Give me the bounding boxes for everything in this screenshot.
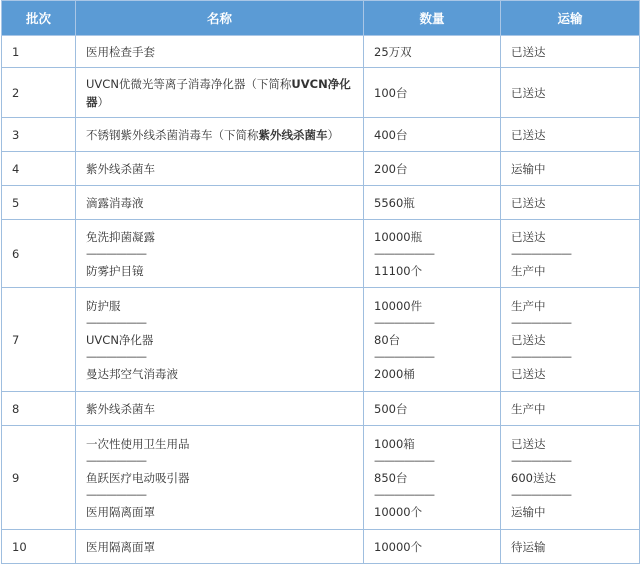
item-separator: —————— (86, 246, 146, 260)
quantity-cell (364, 426, 501, 530)
item-name: 医用检查手套 (86, 44, 155, 59)
batch-cell: 1 (2, 36, 76, 68)
name-cell (76, 152, 364, 186)
item-name: 曼达邦空气消毒液 (86, 366, 178, 381)
quantity-cell (364, 530, 501, 564)
item-status: 已送达 (511, 44, 546, 59)
batch-cell: 9 (2, 426, 76, 530)
quantity-cell (364, 36, 501, 68)
table-header (2, 1, 640, 36)
item-status: 运输中 (511, 504, 546, 519)
item-separator: —————— (511, 315, 571, 329)
name-cell (76, 288, 364, 392)
item-name (86, 75, 363, 111)
delivery-table (1, 0, 640, 564)
transport-cell (501, 68, 640, 118)
table-row (2, 288, 640, 392)
quantity-cell (364, 186, 501, 220)
item-name: 紫外线杀菌车 (86, 401, 155, 416)
quantity-cell (364, 288, 501, 392)
item-separator: —————— (86, 487, 146, 501)
table-row (2, 220, 640, 288)
name-cell (76, 530, 364, 564)
batch-cell: 3 (2, 118, 76, 152)
table-row (2, 36, 640, 68)
header-quantity: 数量 (364, 1, 501, 36)
item-status: 待运输 (511, 539, 546, 554)
transport-cell (501, 288, 640, 392)
item-quantity: 10000件 (374, 298, 423, 313)
batch-cell: 10 (2, 530, 76, 564)
transport-cell (501, 152, 640, 186)
transport-cell (501, 118, 640, 152)
item-separator: —————— (86, 315, 146, 329)
item-name-tail: ） (327, 127, 339, 142)
item-quantity: 850台 (374, 470, 408, 485)
item-quantity: 200台 (374, 161, 408, 176)
table-row (2, 118, 640, 152)
item-status: 运输中 (511, 161, 546, 176)
item-quantity: 80台 (374, 332, 401, 347)
item-separator: —————— (511, 349, 571, 363)
item-name: UVCN净化器 (86, 332, 154, 347)
batch-cell: 8 (2, 392, 76, 426)
item-status: 生产中 (511, 298, 546, 313)
item-quantity: 10000个 (374, 539, 423, 554)
item-name: 免洗抑菌凝露 (86, 229, 155, 244)
quantity-cell (364, 152, 501, 186)
quantity-cell (364, 68, 501, 118)
header-batch: 批次 (2, 1, 76, 36)
table-body (2, 36, 640, 564)
item-quantity: 1000箱 (374, 436, 415, 451)
item-separator: —————— (374, 453, 434, 467)
item-status: 已送达 (511, 127, 546, 142)
item-name: 紫外线杀菌车 (86, 161, 155, 176)
item-status: 生产中 (511, 263, 546, 278)
item-separator: —————— (511, 487, 571, 501)
item-name (86, 126, 363, 144)
table-row (2, 152, 640, 186)
item-name: 滴露消毒液 (86, 195, 144, 210)
table-row (2, 68, 640, 118)
item-quantity: 400台 (374, 127, 408, 142)
transport-cell (501, 530, 640, 564)
item-name: 一次性使用卫生用品 (86, 436, 190, 451)
item-status: 已送达 (511, 436, 546, 451)
batch-cell: 4 (2, 152, 76, 186)
item-separator: —————— (511, 453, 571, 467)
item-status: 已送达 (511, 366, 546, 381)
item-separator: —————— (511, 246, 571, 260)
item-separator: —————— (374, 246, 434, 260)
item-status: 已送达 (511, 332, 546, 347)
item-name: 医用隔离面罩 (86, 539, 155, 554)
header-row (2, 1, 640, 36)
item-separator: —————— (374, 487, 434, 501)
item-separator: —————— (374, 349, 434, 363)
quantity-cell (364, 118, 501, 152)
name-cell (76, 118, 364, 152)
batch-cell: 7 (2, 288, 76, 392)
item-status: 600送达 (511, 470, 556, 485)
item-separator: —————— (86, 349, 146, 363)
item-quantity: 11100个 (374, 263, 423, 278)
transport-cell (501, 426, 640, 530)
item-name-tail: ） (97, 94, 109, 109)
table-row (2, 530, 640, 564)
transport-cell (501, 36, 640, 68)
item-name-text: 不锈钢紫外线杀菌消毒车（下简称 (86, 127, 259, 142)
table-row (2, 426, 640, 530)
name-cell (76, 220, 364, 288)
header-transport: 运输 (501, 1, 640, 36)
item-quantity: 10000个 (374, 504, 423, 519)
name-cell (76, 426, 364, 530)
name-cell (76, 186, 364, 220)
item-quantity: 5560瓶 (374, 195, 415, 210)
transport-cell (501, 220, 640, 288)
item-name: 防护服 (86, 298, 121, 313)
quantity-cell (364, 220, 501, 288)
item-name-text: UVCN优微光等离子消毒净化器（下简称 (86, 76, 292, 91)
item-quantity: 500台 (374, 401, 408, 416)
item-name: 鱼跃医疗电动吸引器 (86, 470, 190, 485)
item-quantity: 25万双 (374, 44, 412, 59)
item-status: 已送达 (511, 229, 546, 244)
item-name: 防雾护目镜 (86, 263, 144, 278)
item-quantity: 2000桶 (374, 366, 415, 381)
item-separator: —————— (86, 453, 146, 467)
transport-cell (501, 186, 640, 220)
item-quantity: 10000瓶 (374, 229, 423, 244)
batch-cell: 2 (2, 68, 76, 118)
quantity-cell (364, 392, 501, 426)
item-status: 已送达 (511, 85, 546, 100)
table-row (2, 392, 640, 426)
table-row (2, 186, 640, 220)
item-name-bold: UVCN净化器 (86, 76, 351, 109)
item-status: 生产中 (511, 401, 546, 416)
item-separator: —————— (374, 315, 434, 329)
batch-cell: 6 (2, 220, 76, 288)
item-status: 已送达 (511, 195, 546, 210)
item-name: 医用隔离面罩 (86, 504, 155, 519)
name-cell (76, 68, 364, 118)
header-name: 名称 (76, 1, 364, 36)
item-quantity: 100台 (374, 85, 408, 100)
batch-cell: 5 (2, 186, 76, 220)
item-name-bold: 紫外线杀菌车 (258, 127, 328, 142)
name-cell (76, 392, 364, 426)
transport-cell (501, 392, 640, 426)
name-cell (76, 36, 364, 68)
